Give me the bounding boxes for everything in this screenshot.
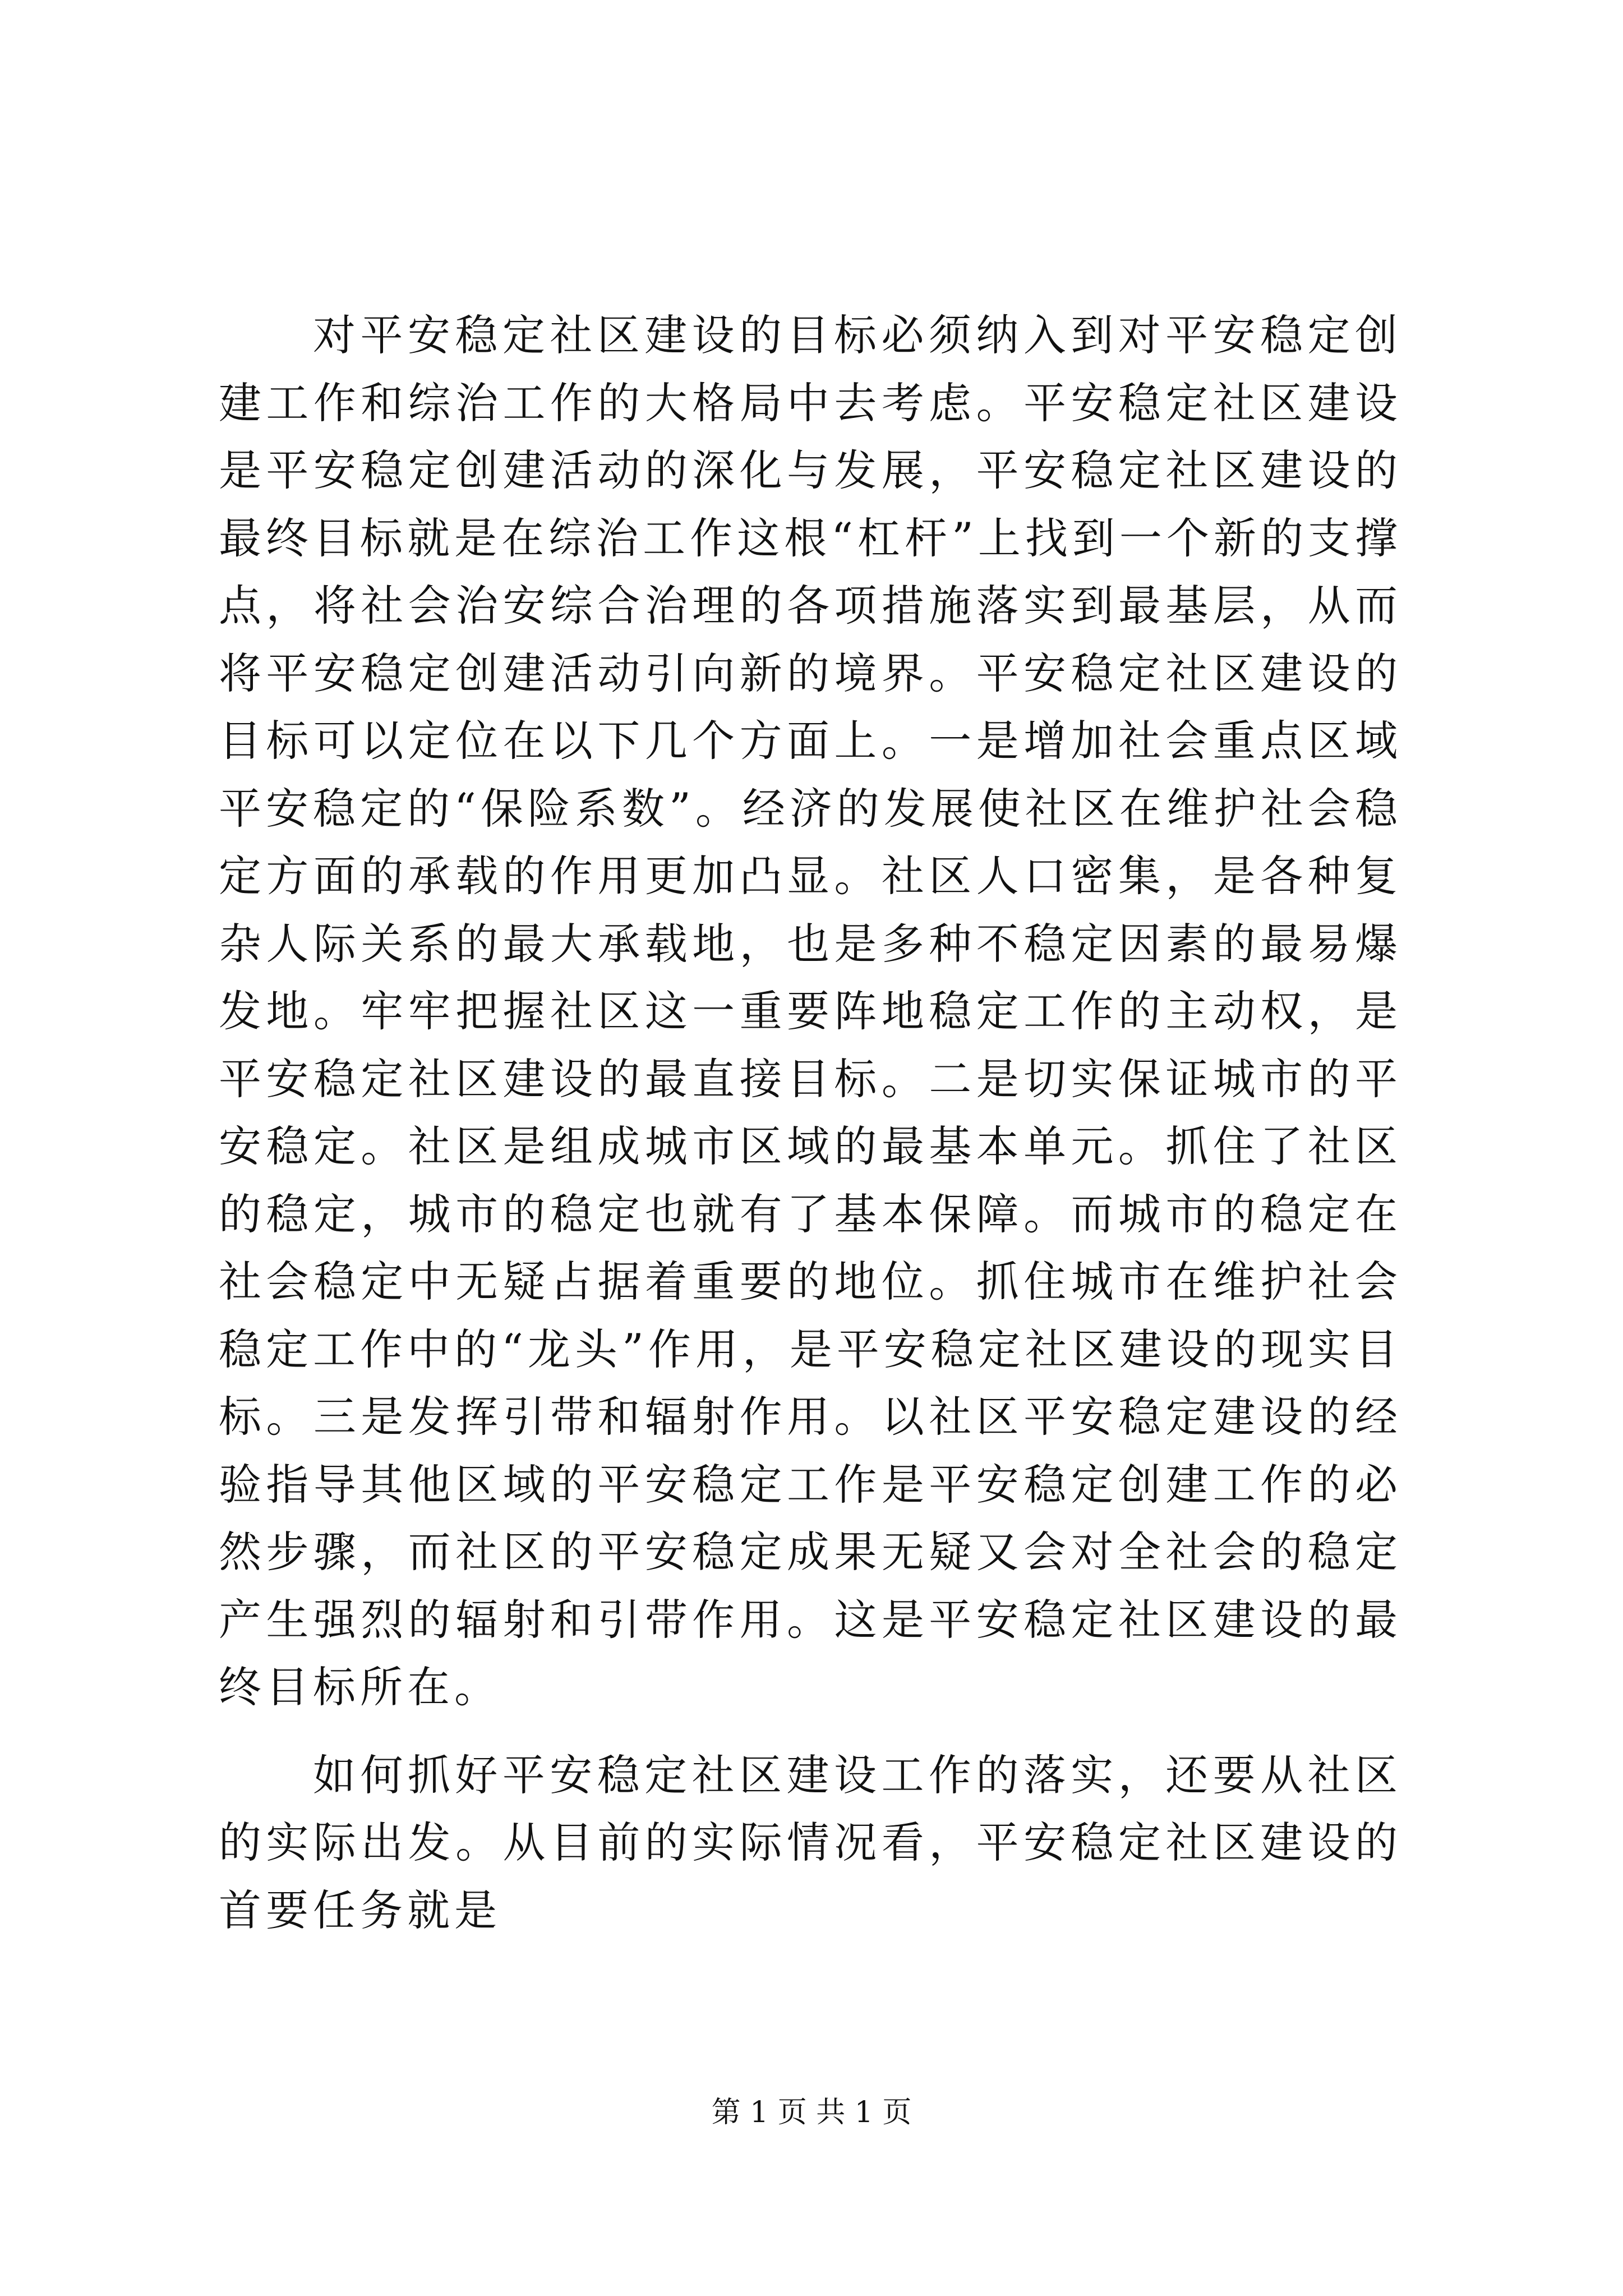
- paragraph-2: 如何抓好平安稳定社区建设工作的落实，还要从社区的实际出发。从目前的实际情况看，平安稳定社区建设的首要任务就是: [219, 1750, 1402, 1935]
- paragraph-1: 对平安稳定社区建设的目标必须纳入到对平安稳定创建工作和综治工作的大格局中去考虑。平安稳定社区建设是平安稳定创建活动的深化与发展，平安稳定社区建设的最终目标就是在综治工作这根“杠杆”上找到一个新的支撑点，将社会治安综合治理的各项措施落实到最基层，从而将平安稳定创建活动引向新的境界。平安稳定社区建设的目标可以定位在以下几个方面上。一是增加社会重点区域平安稳定的“保险系数”。经济的发展使社区在维护社会稳定方面的承载的作用更加凸显。社区人口密集，是各种复杂人际关系的最大承载地，也是多种不稳定因素的最易爆发地。牢牢把握社区这一重要阵地稳定工作的主动权，是平安稳定社区建设的最直接目标。二是切实保证城市的平安稳定。社区是组成城市区域的最基本单元。抓住了社区的稳定，城市的稳定也就有了基本保障。而城市的稳定在社会稳定中无疑占据着重要的地位。抓住城市在维护社会稳定工作中的“龙头”作用，是平安稳定社区建设的现实目标。三是发挥引带和辐射作用。以社区平安稳定建设的经验指导其他区域的平安稳定工作是平安稳定创建工作的必然步骤，而社区的平安稳定成果无疑又会对全社会的稳定产生强烈的辐射和引带作用。这是平安稳定社区建设的最终目标所在。: [219, 310, 1402, 1712]
- page-footer: 第 1 页 共 1 页: [711, 2096, 912, 2129]
- document-body: [219, 302, 1402, 1944]
